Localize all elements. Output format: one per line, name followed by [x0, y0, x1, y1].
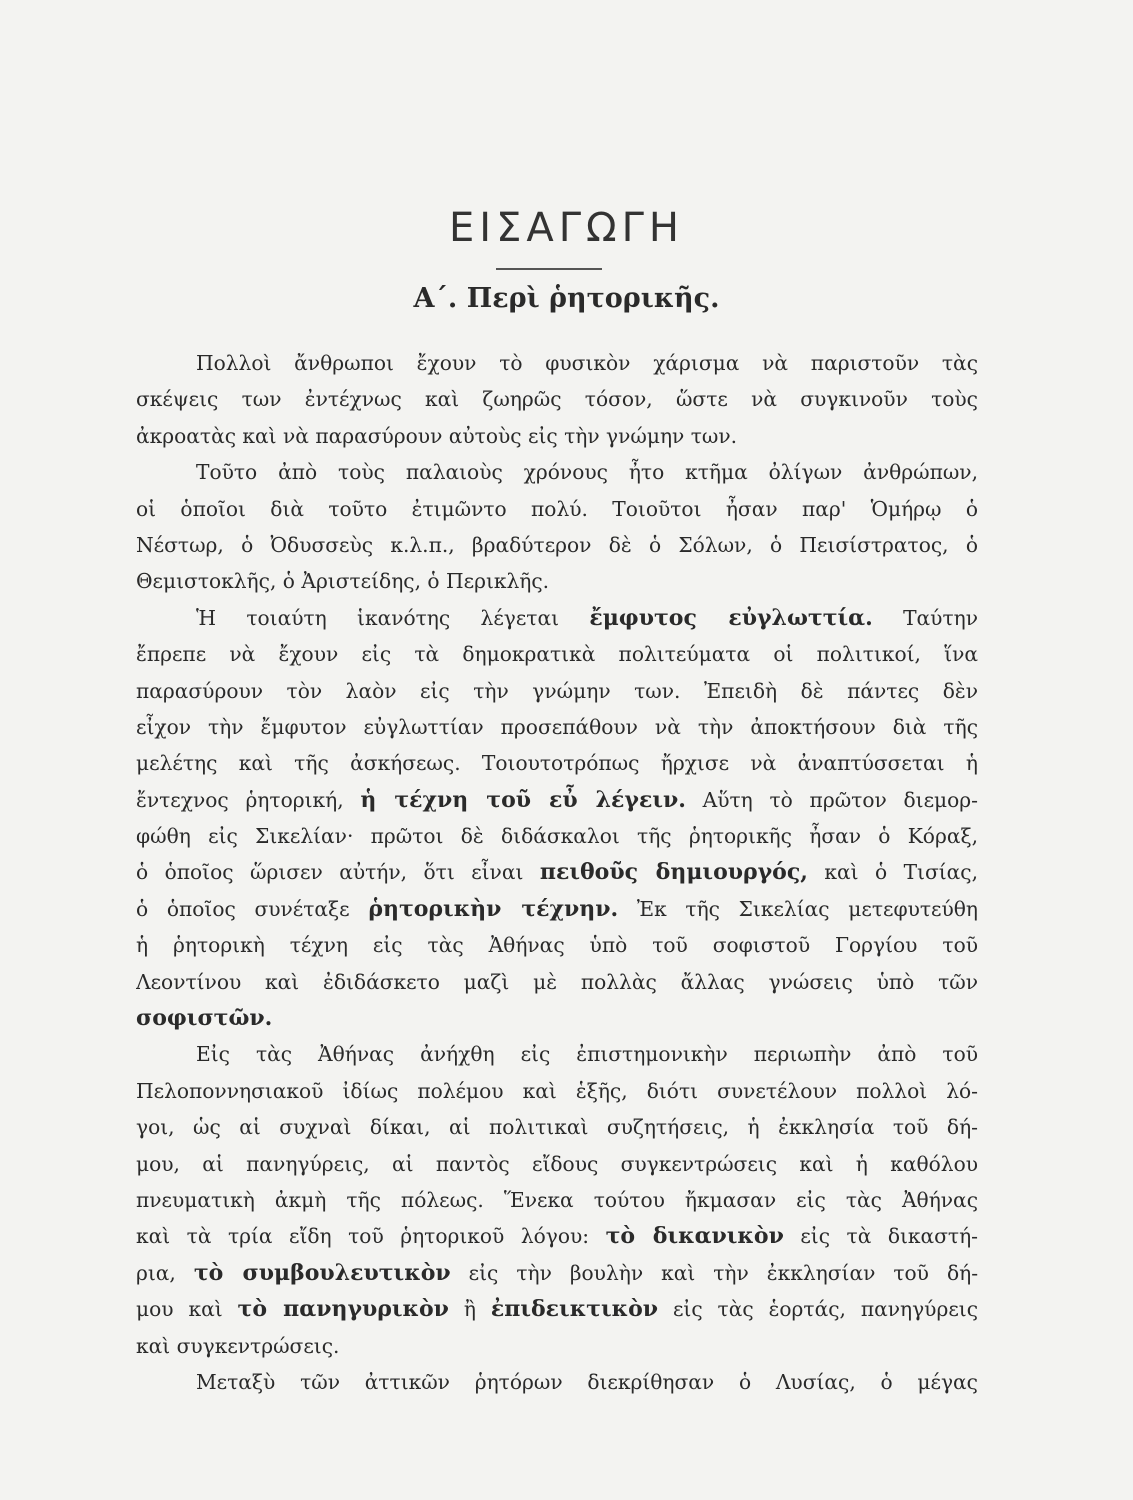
text-line: ἡ ῥητορικὴ τέχνη εἰς τὰς Ἀθήνας ὑπὸ τοῦ σοφιστοῦ Γοργίου τοῦ	[136, 933, 978, 958]
text-line: Ἡ τοιαύτη ἱκανότης λέγεται ἔμφυτος εὐγλωττία. Ταύτην	[196, 604, 978, 631]
text-line: ὁ ὁποῖος συνέταξε ῥητορικὴν τέχνην. Ἐκ τῆς Σικελίας μετεφυτεύθη	[136, 895, 978, 922]
text-line: Τοῦτο ἀπὸ τοὺς παλαιοὺς χρόνους ἦτο κτῆμα ὀλίγων ἀνθρώπων,	[196, 460, 978, 485]
emphasis-term: τὸ πανηγυρικὸν	[237, 1296, 449, 1323]
section-heading: Α΄. Περὶ ῥητορικῆς.	[413, 283, 720, 314]
body-text	[136, 345, 978, 1400]
text-line	[136, 1000, 978, 1036]
text-line: μου καὶ τὸ πανηγυρικὸν ἢ ἐπιδεικτικὸν εἰς τὰς ἑορτάς, πανηγύρεις	[136, 1296, 978, 1323]
text-line: ὁ ὁποῖος ὥρισεν αὐτήν, ὅτι εἶναι πειθοῦς δημιουργός, καὶ ὁ Τισίας,	[136, 859, 978, 886]
text-line: καὶ τὰ τρία εἴδη τοῦ ῥητορικοῦ λόγου: τὸ δικανικὸν εἰς τὰ δικαστή-	[136, 1223, 978, 1250]
text-line: γοι, ὡς αἱ συχναὶ δίκαι, αἱ πολιτικαὶ συζητήσεις, ἡ ἐκκλησία τοῦ δή-	[136, 1115, 978, 1140]
text-line: μελέτης καὶ τῆς ἀσκήσεως. Τοιουτοτρόπως ἤρχισε νὰ ἀναπτύσσεται ἡ	[136, 751, 978, 776]
emphasis-term: τὸ συμβουλευτικὸν	[193, 1259, 451, 1286]
text-line: ρια, τὸ συμβουλευτικὸν εἰς τὴν βουλὴν καὶ τὴν ἐκκλησίαν τοῦ δή-	[136, 1259, 978, 1286]
text-line: Εἰς τὰς Ἀθήνας ἀνήχθη εἰς ἐπιστημονικὴν περιωπὴν ἀπὸ τοῦ	[196, 1042, 978, 1067]
emphasis-term: πειθοῦς δημιουργός,	[539, 859, 808, 886]
text-line: μου, αἱ πανηγύρεις, αἱ παντὸς εἴδους συγκεντρώσεις καὶ ἡ καθόλου	[136, 1151, 978, 1176]
emphasis-term: ἐπιδεικτικὸν	[490, 1296, 659, 1323]
title-rule	[496, 268, 602, 270]
text-line: ἔπρεπε νὰ ἔχουν εἰς τὰ δημοκρατικὰ πολιτεύματα οἱ πολιτικοί, ἵνα	[136, 642, 978, 667]
text-line: ἔντεχνος ῥητορική, ἡ τέχνη τοῦ εὖ λέγειν. Αὕτη τὸ πρῶτον διεμορ-	[136, 786, 978, 813]
text-line: Λεοντίνου καὶ ἐδιδάσκετο μαζὶ μὲ πολλὰς ἄλλας γνώσεις ὑπὸ τῶν	[136, 969, 978, 994]
text-line: παρασύρουν τὸν λαὸν εἰς τὴν γνώμην των. Ἐπειδὴ δὲ πάντες δὲν	[136, 678, 978, 703]
text-line: καὶ συγκεντρώσεις.	[136, 1333, 340, 1358]
text-line: ἀκροατὰς καὶ νὰ παρασύρουν αὐτοὺς εἰς τὴν γνώμην των.	[136, 423, 738, 448]
text-line: πνευματικὴ ἀκμὴ τῆς πόλεως. Ἕνεκα τούτου ἤκμασαν εἰς τὰς Ἀθήνας	[136, 1187, 978, 1212]
text-line: Πελοποννησιακοῦ ἰδίως πολέμου καὶ ἑξῆς, διότι συνετέλουν πολλοὶ λό-	[136, 1078, 978, 1103]
text-line: οἱ ὁποῖοι διὰ τοῦτο ἐτιμῶντο πολύ. Τοιοῦτοι ἦσαν παρ' Ὁμήρῳ ὁ	[136, 496, 978, 521]
text-line: Θεμιστοκλῆς, ὁ Ἀριστείδης, ὁ Περικλῆς.	[136, 569, 550, 594]
text-line: εἶχον τὴν ἔμφυτον εὐγλωττίαν προσεπάθουν νὰ τὴν ἀποκτήσουν διὰ τῆς	[136, 714, 978, 739]
text-line: Νέστωρ, ὁ Ὀδυσσεὺς κ.λ.π., βραδύτερον δὲ ὁ Σόλων, ὁ Πεισίστρατος, ὁ	[136, 532, 978, 557]
text-line: Μεταξὺ τῶν ἀττικῶν ῥητόρων διεκρίθησαν ὁ Λυσίας, ὁ μέγας	[196, 1369, 978, 1394]
emphasis-term: σοφιστῶν.	[136, 1005, 273, 1032]
chapter-title: ΕΙΣΑΓΩΓΗ	[449, 205, 684, 251]
emphasis-term: ῥητορικὴν τέχνην.	[368, 895, 619, 922]
text-line: φώθη εἰς Σικελίαν· πρῶτοι δὲ διδάσκαλοι τῆς ῥητορικῆς ἦσαν ὁ Κόραξ,	[136, 824, 978, 849]
emphasis-term: ἔμφυτος εὐγλωττία.	[589, 604, 873, 631]
text-line: Πολλοὶ ἄνθρωποι ἔχουν τὸ φυσικὸν χάρισμα νὰ παριστοῦν τὰς	[196, 351, 978, 375]
text-line: σκέψεις των ἐντέχνως καὶ ζωηρῶς τόσον, ὥστε νὰ συγκινοῦν τοὺς	[136, 387, 978, 412]
emphasis-term: ἡ τέχνη τοῦ εὖ λέγειν.	[360, 786, 686, 813]
emphasis-term: τὸ δικανικὸν	[605, 1223, 784, 1250]
